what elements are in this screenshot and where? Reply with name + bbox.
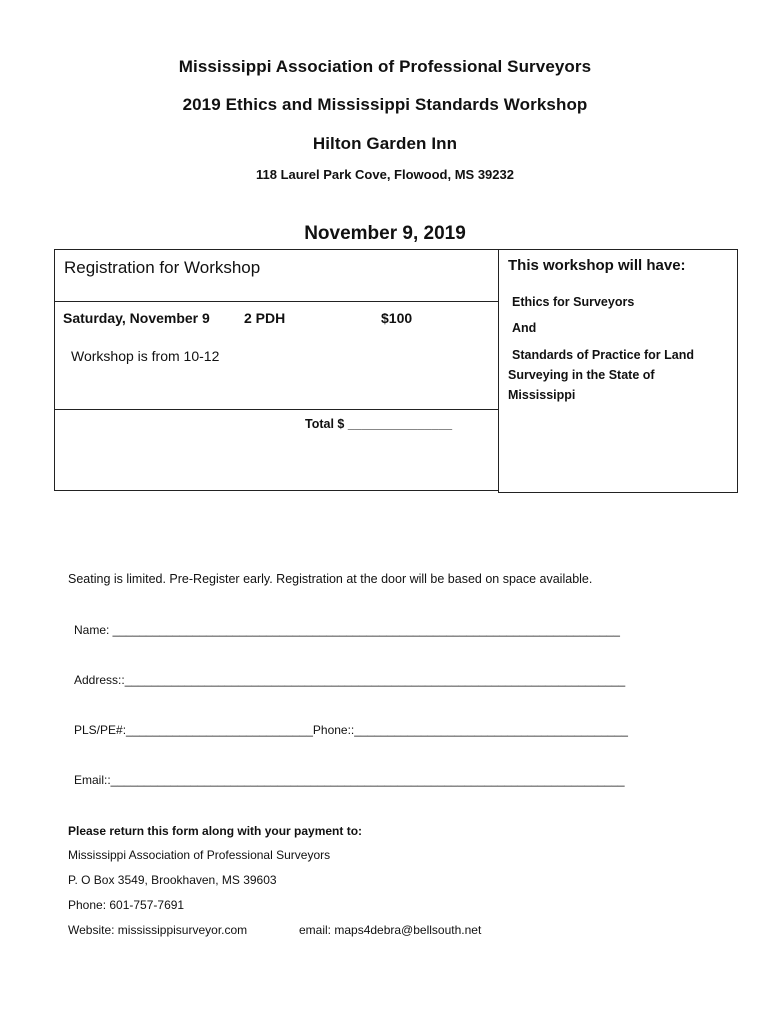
topic-standards-line3: Mississippi <box>508 388 576 402</box>
workshop-time-note: Workshop is from 10-12 <box>71 348 220 364</box>
contact-phone: Phone: 601-757-7691 <box>68 898 185 912</box>
registration-box <box>54 249 499 491</box>
topic-and: And <box>512 321 537 335</box>
pls-phone-field[interactable]: PLS/PE#:____________________________Phone::_________________________________________ <box>74 723 628 737</box>
venue-address: 118 Laurel Park Cove, Flowood, MS 39232 <box>256 167 514 182</box>
address-field[interactable]: Address::___________________________________________________________________________ <box>74 673 626 687</box>
total-field[interactable]: Total $ _______________ <box>305 417 453 431</box>
workshop-title: 2019 Ethics and Mississippi Standards Workshop <box>182 95 588 114</box>
registration-title: Registration for Workshop <box>64 258 261 277</box>
email-field[interactable]: Email::_____________________________________________________________________________ <box>74 773 625 787</box>
event-date: November 9, 2019 <box>304 223 466 244</box>
seating-notice: Seating is limited. Pre-Register early. Registration at the door will be based on space available. <box>68 572 593 586</box>
registration-day: Saturday, November 9 <box>63 310 210 326</box>
registration-divider-bottom <box>54 409 499 410</box>
topic-standards-line1: Standards of Practice for Land <box>512 348 694 362</box>
contact-po-box: P. O Box 3549, Brookhaven, MS 39603 <box>68 873 277 887</box>
topic-ethics: Ethics for Surveyors <box>512 295 635 309</box>
venue-name: Hilton Garden Inn <box>312 134 458 153</box>
return-instructions: Please return this form along with your payment to: <box>68 824 363 838</box>
registration-pdh: 2 PDH <box>244 310 286 326</box>
contact-email[interactable]: email: maps4debra@bellsouth.net <box>299 923 482 937</box>
name-field[interactable]: Name: ____________________________________________________________________________ <box>74 623 620 637</box>
contact-website[interactable]: Website: mississippisurveyor.com <box>68 923 248 937</box>
topic-standards-line2: Surveying in the State of <box>508 368 655 382</box>
contact-org: Mississippi Association of Professional Surveyors <box>68 848 331 862</box>
workshop-topics-title: This workshop will have: <box>508 257 686 274</box>
registration-price: $100 <box>381 310 413 326</box>
registration-divider-top <box>54 301 499 302</box>
org-name: Mississippi Association of Professional Surveyors <box>178 57 592 76</box>
